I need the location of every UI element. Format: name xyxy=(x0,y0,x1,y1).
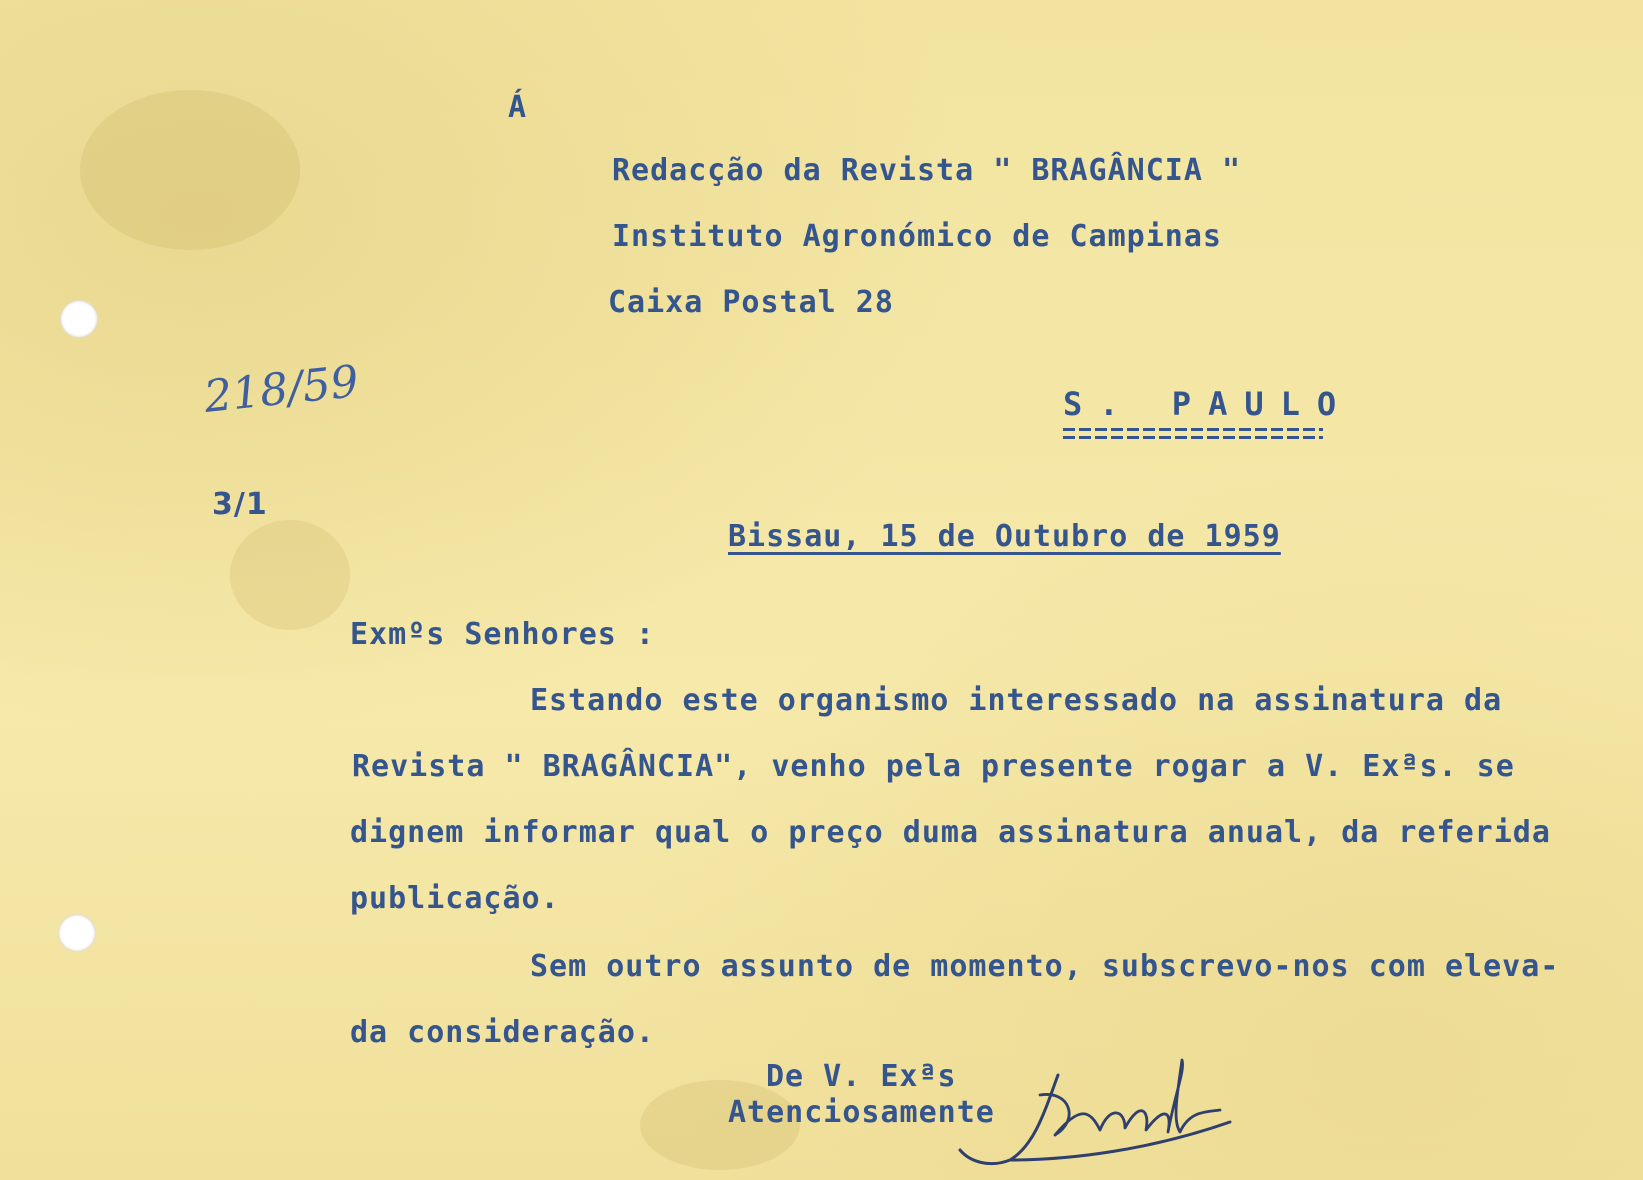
stamped-reference-number: 3/1 xyxy=(212,487,268,522)
closing-line-2: Atenciosamente xyxy=(728,1095,995,1130)
body-paragraph-1-line-3: dignem informar qual o preço duma assinatura anual, da referida xyxy=(350,815,1551,850)
punch-hole-bottom xyxy=(58,914,96,952)
recipient-line-1: Redacção da Revista " BRAGÂNCIA " xyxy=(612,153,1242,188)
body-paragraph-2-line-2: da consideração. xyxy=(350,1015,655,1050)
punch-hole-top xyxy=(60,300,98,338)
closing-line-1: De V. Exªs xyxy=(766,1059,957,1094)
paper-stain xyxy=(230,520,350,630)
body-paragraph-1-line-4: publicação. xyxy=(350,881,560,916)
body-paragraph-1-line-1: Estando este organismo interessado na assinatura da xyxy=(530,683,1503,718)
letter-date: Bissau, 15 de Outubro de 1959 xyxy=(728,519,1281,554)
city-double-underline xyxy=(1063,428,1323,442)
recipient-city: S. PAULO xyxy=(1063,385,1354,423)
paper-stain xyxy=(80,90,300,250)
recipient-line-2: Instituto Agronómico de Campinas xyxy=(612,219,1222,254)
handwritten-reference: 218/59 xyxy=(201,356,361,423)
recipient-line-3: Caixa Postal 28 xyxy=(608,285,894,320)
body-paragraph-2-line-1: Sem outro assunto de momento, subscrevo-nos com eleva- xyxy=(530,949,1560,984)
greeting: Exmºs Senhores : xyxy=(350,617,655,652)
body-paragraph-1-line-2: Revista " BRAGÂNCIA", venho pela presente rogar a V. Exªs. se xyxy=(352,749,1515,784)
handwritten-signature xyxy=(950,1050,1240,1170)
address-prefix: Á xyxy=(508,90,528,125)
